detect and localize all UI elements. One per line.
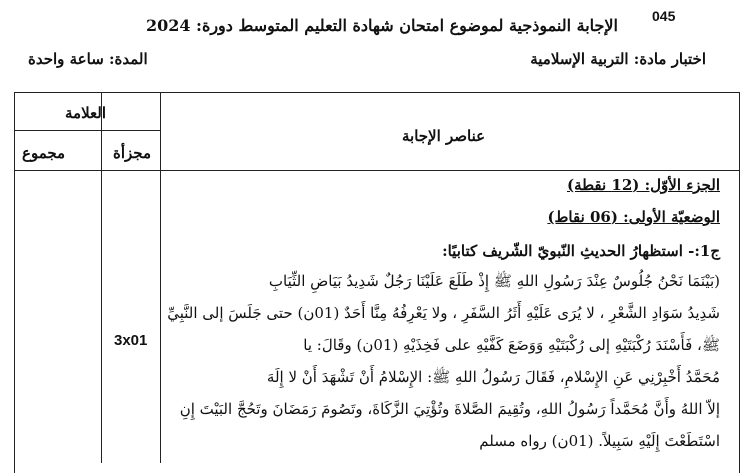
hadith-line: (بَيْنَمَا نَحْنُ جُلُوسٌ عِنْدَ رَسُولِ اللهِ ﷺ إِذْ طَلَعَ عَلَيْنَا رَجُلٌ شَدِيدُ بَيَاضِ الثِّيَابِ	[268, 272, 720, 290]
hadith-line: اسْتَطَعْتَ إِلَيْهِ سَبِيلاً. (01ن) رواه مسلم	[479, 432, 720, 450]
total-mark-header: مجموع	[22, 144, 66, 162]
page-number: 045	[652, 8, 676, 24]
part-heading: الجزء الأوّل: (12 نقطة)	[566, 176, 720, 194]
exam-title: الإجابة النموذجية لموضوع امتحان شهادة التعليم المتوسط دورة: 2024	[145, 16, 618, 35]
col-divider-mark	[101, 93, 102, 463]
situation-heading: الوضعيّة الأولى: (06 نقاط)	[547, 208, 720, 226]
hadith-line: ﷺ، فَأَسْنَدَ رُكْبَتَيْهِ إلى رُكْبَتَيْهِ وَوَضَعَ كَفَّيْهِ على فَخِذَيْهِ (01ن) وقَالَ: يا	[303, 336, 720, 354]
answers-header: عناصر الإجابة	[402, 127, 486, 145]
partial-mark-value: 3x01	[114, 332, 148, 349]
partial-mark-header: مجزأة	[113, 144, 152, 162]
hadith-line: إلاّ اللهُ وأَنَّ مُحَمَّداً رَسُولُ اللهِ، وتُقِيمَ الصَّلاةَ وتُؤْتِيَ الزَّكَاةَ، وتَصُومَ رَمَضَانَ وتَحُجَّ البَيْتَ إِنِ	[179, 400, 720, 418]
question-heading: ج1:- استظهارُ الحديثِ النّبويّ الشّريف كتابيًا:	[442, 242, 720, 260]
subject-label: اختبار مادة: التربية الإسلامية	[530, 50, 706, 68]
hadith-line: مُحَمَّدُ أَخْبِرْنِي عَنِ الإِسْلامِ، فَقَالَ رَسُولُ اللهِ ﷺ: الإِسْلامُ أَنْ تَشْهَدَ أَنْ لا إِلَهَ	[266, 368, 720, 386]
mark-header: العلامة	[65, 104, 107, 122]
mark-subheader-rule	[15, 130, 160, 131]
duration-label: المدة: ساعة واحدة	[28, 50, 148, 68]
col-divider-answers	[160, 93, 161, 463]
header-bottom-rule	[15, 170, 739, 171]
hadith-line: شَدِيدُ سَوَادِ الشَّعْرِ ، لا يُرَى عَلَيْهِ أَثَرُ السَّفَرِ ، ولا يَعْرِفُهُ مِنَّا أَحَدٌ (01ن) حتى جَلَسَ إلى النَّبِيِّ	[167, 304, 720, 322]
